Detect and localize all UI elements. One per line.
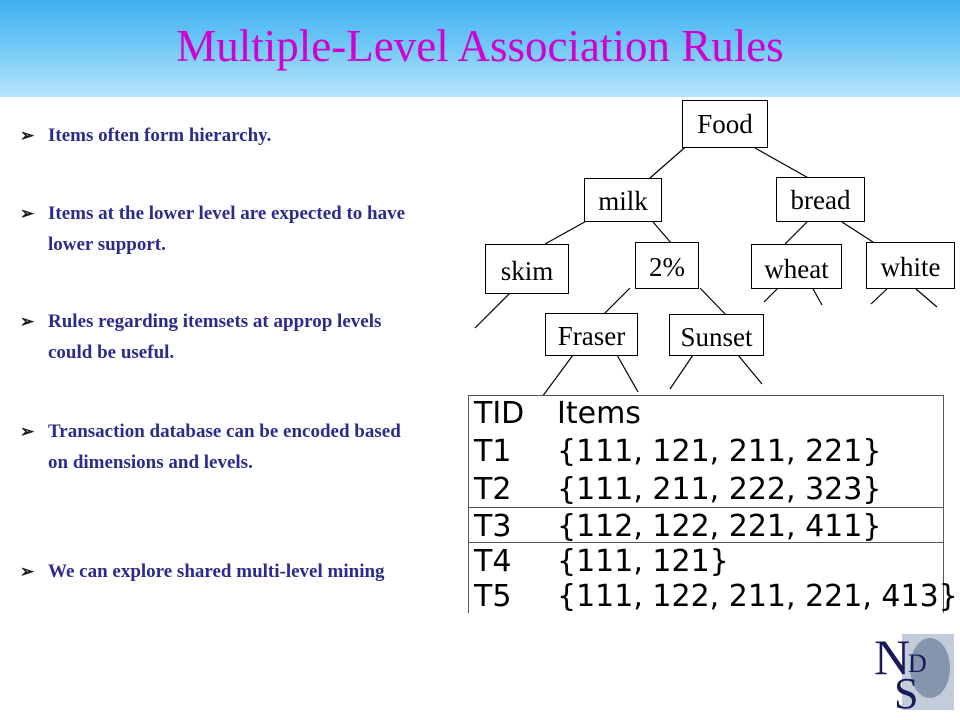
tree-edge	[916, 289, 937, 307]
tree-edge	[545, 219, 590, 244]
tree-node-2-percent: 2%	[635, 242, 699, 289]
transaction-table	[468, 395, 958, 614]
svg-text:N: N	[874, 629, 911, 685]
bullet-text: Rules regarding itemsets at approp levels could be useful.	[48, 311, 382, 363]
row-tid: T5	[474, 579, 512, 614]
tree-node-white: white	[866, 242, 955, 289]
tree-edge	[604, 288, 630, 314]
bullet-text: We can explore shared multi-level mining	[48, 561, 385, 582]
nd-logo-icon	[872, 628, 956, 712]
tree-edge	[653, 222, 672, 244]
tree-edge	[842, 222, 876, 244]
bullet-text: Transaction database can be encoded based on dimensions and levels.	[48, 421, 401, 473]
row-items: {111, 122, 211, 221, 413}	[557, 579, 958, 614]
header-items: Items	[557, 396, 641, 431]
svg-text:D: D	[908, 649, 927, 678]
header-tid: TID	[474, 396, 525, 431]
arrow-bullet-icon: ➢	[20, 422, 35, 441]
bullet-text: Items at the lower level are expected to have lower support.	[48, 203, 406, 255]
row-items: {111, 211, 222, 323}	[557, 472, 882, 507]
arrow-bullet-icon: ➢	[20, 562, 35, 581]
tree-edge	[542, 355, 573, 397]
arrow-bullet-icon: ➢	[20, 312, 35, 331]
tree-edge	[670, 355, 693, 389]
tree-edge	[475, 293, 510, 328]
tree-edge	[700, 288, 727, 316]
row-tid: T3	[474, 509, 512, 544]
tree-node-sunset: Sunset	[669, 314, 764, 356]
svg-text:S: S	[894, 669, 919, 712]
tree-edge	[755, 148, 812, 180]
tree-edge	[617, 355, 638, 392]
row-items: {112, 122, 221, 411}	[557, 509, 882, 544]
slide-title: Multiple-Level Association Rules	[176, 21, 784, 71]
row-tid: T1	[474, 434, 512, 469]
tree-edge	[738, 355, 762, 384]
arrow-bullet-icon: ➢	[20, 126, 35, 145]
row-tid: T2	[474, 472, 512, 507]
row-items: {111, 121, 211, 221}	[557, 434, 882, 469]
tree-node-food: Food	[682, 100, 768, 148]
bullet-text: Items often form hierarchy.	[48, 125, 272, 146]
tree-node-skim: skim	[485, 244, 569, 294]
tree-edge	[650, 143, 690, 178]
tree-node-milk: milk	[584, 178, 662, 222]
tree-edge	[785, 222, 807, 244]
row-tid: T4	[474, 544, 512, 579]
tree-node-fraser: Fraser	[545, 313, 638, 356]
row-items: {111, 121}	[557, 544, 729, 579]
tree-node-bread: bread	[776, 177, 865, 222]
table-divider	[469, 542, 943, 543]
arrow-bullet-icon: ➢	[20, 204, 35, 223]
table-divider	[469, 507, 943, 508]
tree-node-wheat: wheat	[751, 244, 842, 289]
